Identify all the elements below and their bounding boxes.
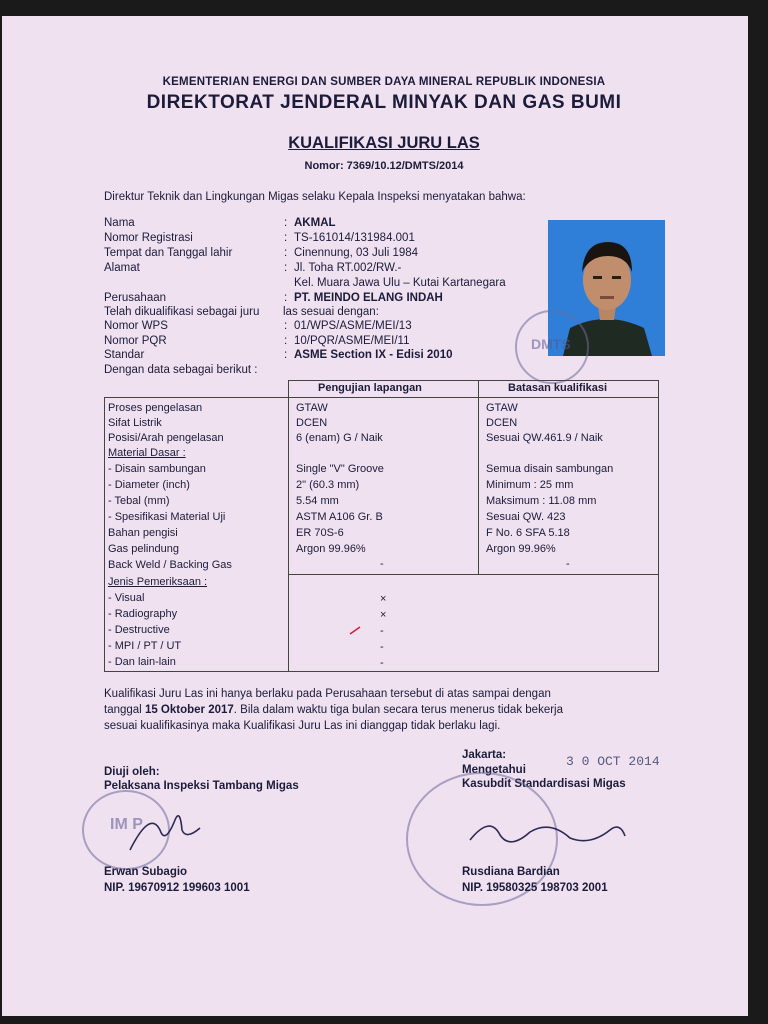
row-test: - <box>380 558 384 570</box>
row-test: Argon 99.96% <box>296 543 366 555</box>
row-limit: Sesuai QW.461.9 / Naik <box>486 432 603 444</box>
table-line <box>658 380 659 672</box>
row-test: GTAW <box>296 402 328 414</box>
exam-label: - Dan lain-lain <box>108 656 176 668</box>
date-stamp: 3 0 OCT 2014 <box>566 754 660 769</box>
field-colon: : <box>284 217 288 229</box>
row-limit: Semua disain sambungan <box>486 463 614 475</box>
left-signature <box>120 800 210 860</box>
right-signature <box>460 810 640 860</box>
exam-label: - Destructive <box>108 624 170 636</box>
exam-mark: - <box>380 625 384 637</box>
validity-line-1: Kualifikasi Juru Las ini hanya berlaku pada Perusahaan tersebut di atas sampai dengan <box>104 688 551 700</box>
validity-line-2: tanggal 15 Oktober 2017. Bila dalam waktu tiga bulan secara terus menerus tidak bekerja <box>104 704 563 716</box>
tested-by-label: Diuji oleh: <box>104 766 160 778</box>
field-colon: : <box>284 292 288 304</box>
row-test: ER 70S-6 <box>296 527 344 539</box>
photo-stamp <box>515 310 589 384</box>
row-limit: F No. 6 SFA 5.18 <box>486 527 570 539</box>
field-value-name: AKMAL <box>294 217 336 229</box>
field-label-company: Perusahaan <box>104 292 167 304</box>
row-limit: Maksimum : 11.08 mm <box>486 495 597 507</box>
field-label-wps: Nomor WPS <box>104 320 168 332</box>
field-value-address: Jl. Toha RT.002/RW.- <box>294 262 402 274</box>
field-value-standard: ASME Section IX - Edisi 2010 <box>294 349 453 361</box>
row-limit: Sesuai QW. 423 <box>486 511 566 523</box>
place: Jakarta: <box>462 749 507 761</box>
left-signer-nip: NIP. 19670912 199603 1001 <box>104 882 250 894</box>
row-label: - Tebal (mm) <box>108 495 170 507</box>
table-line <box>288 380 289 672</box>
field-colon: : <box>284 335 288 347</box>
validity-date: 15 Oktober 2017 <box>144 704 234 716</box>
exam-title: Jenis Pemeriksaan : <box>108 576 208 588</box>
col-header-limit: Batasan kualifikasi <box>508 382 608 394</box>
directorate-name: DIREKTORAT JENDERAL MINYAK DAN GAS BUMI <box>146 92 622 113</box>
known-by-label: Mengetahui <box>462 764 526 776</box>
row-test: Single "V" Groove <box>296 463 384 475</box>
field-value-birth: Cinennung, 03 Juli 1984 <box>294 247 419 259</box>
right-signer-name: Rusdiana Bardian <box>462 866 560 878</box>
left-stamp-text: IM P <box>110 816 143 833</box>
row-limit: Argon 99.96% <box>486 543 556 555</box>
row-label: Gas pelindung <box>108 543 179 555</box>
exam-mark: × <box>380 593 387 605</box>
field-colon: : <box>284 247 288 259</box>
field-value-company: PT. MEINDO ELANG INDAH <box>294 292 443 304</box>
row-test: DCEN <box>296 417 328 429</box>
row-label: Back Weld / Backing Gas <box>108 559 232 571</box>
data-intro: Dengan data sebagai berikut : <box>104 364 258 376</box>
table-line <box>104 397 105 672</box>
field-value-pqr: 10/PQR/ASME/MEI/11 <box>294 335 410 347</box>
right-signer-role: Kasubdit Standardisasi Migas <box>462 778 626 790</box>
row-label: - Diameter (inch) <box>108 479 190 491</box>
row-label: - Disain sambungan <box>108 463 206 475</box>
intro-text: Direktur Teknik dan Lingkungan Migas selaku Kepala Inspeksi menyatakan bahwa: <box>104 191 526 203</box>
row-test: 5.54 mm <box>296 495 339 507</box>
table-line <box>104 397 658 398</box>
row-limit: - <box>566 558 570 570</box>
row-label: Sifat Listrik <box>108 417 162 429</box>
field-label-standard: Standar <box>104 349 145 361</box>
exam-label: - Visual <box>108 592 145 604</box>
row-limit: GTAW <box>486 402 518 414</box>
table-line <box>288 380 658 381</box>
check-mark-icon <box>348 624 364 636</box>
exam-mark: - <box>380 657 384 669</box>
field-label-registration: Nomor Registrasi <box>104 232 193 244</box>
row-label: - Spesifikasi Material Uji <box>108 511 226 523</box>
qualified-text-2: las sesuai dengan: <box>283 306 379 318</box>
document-number: Nomor: 7369/10.12/DMTS/2014 <box>304 160 464 172</box>
exam-label: - MPI / PT / UT <box>108 640 182 652</box>
document-title: KUALIFIKASI JURU LAS <box>288 134 480 152</box>
field-colon: : <box>284 320 288 332</box>
row-test: ASTM A106 Gr. B <box>296 511 383 523</box>
row-label-material: Material Dasar : <box>108 447 186 459</box>
field-label-address: Alamat <box>104 262 140 274</box>
table-line <box>478 380 479 575</box>
right-signer-nip: NIP. 19580325 198703 2001 <box>462 882 608 894</box>
row-limit: Minimum : 25 mm <box>486 479 574 491</box>
exam-label: - Radiography <box>108 608 178 620</box>
field-label-name: Nama <box>104 217 135 229</box>
table-line <box>288 574 658 575</box>
row-label: Proses pengelasan <box>108 402 203 414</box>
table-line <box>104 671 658 672</box>
row-limit: DCEN <box>486 417 518 429</box>
left-signer-name: Erwan Subagio <box>104 866 188 878</box>
field-value-registration: TS-161014/131984.001 <box>294 232 415 244</box>
row-label: Posisi/Arah pengelasan <box>108 432 224 444</box>
field-value-wps: 01/WPS/ASME/MEI/13 <box>294 320 412 332</box>
exam-mark: - <box>380 641 384 653</box>
row-test: 6 (enam) G / Naik <box>296 432 383 444</box>
field-label-pqr: Nomor PQR <box>104 335 167 347</box>
left-signer-role: Pelaksana Inspeksi Tambang Migas <box>104 780 299 792</box>
qualification-table <box>104 380 660 672</box>
photo-stamp-text: DMTS <box>531 336 571 352</box>
validity-line-3: sesuai kualifikasinya maka Kualifikasi Juru Las ini dianggap tidak berlaku lagi. <box>104 720 501 732</box>
field-value-address-2: Kel. Muara Jawa Ulu – Kutai Kartanegara <box>294 277 506 289</box>
field-colon: : <box>284 349 288 361</box>
field-colon: : <box>284 262 288 274</box>
col-header-test: Pengujian lapangan <box>318 382 422 394</box>
qualified-text: Telah dikualifikasi sebagai juru <box>104 306 260 318</box>
row-label: Bahan pengisi <box>108 527 178 539</box>
exam-mark: × <box>380 609 387 621</box>
row-test: 2" (60.3 mm) <box>296 479 360 491</box>
field-colon: : <box>284 232 288 244</box>
ministry-name: KEMENTERIAN ENERGI DAN SUMBER DAYA MINERAL REPUBLIK INDONESIA <box>162 76 606 88</box>
field-label-birth: Tempat dan Tanggal lahir <box>104 247 233 259</box>
